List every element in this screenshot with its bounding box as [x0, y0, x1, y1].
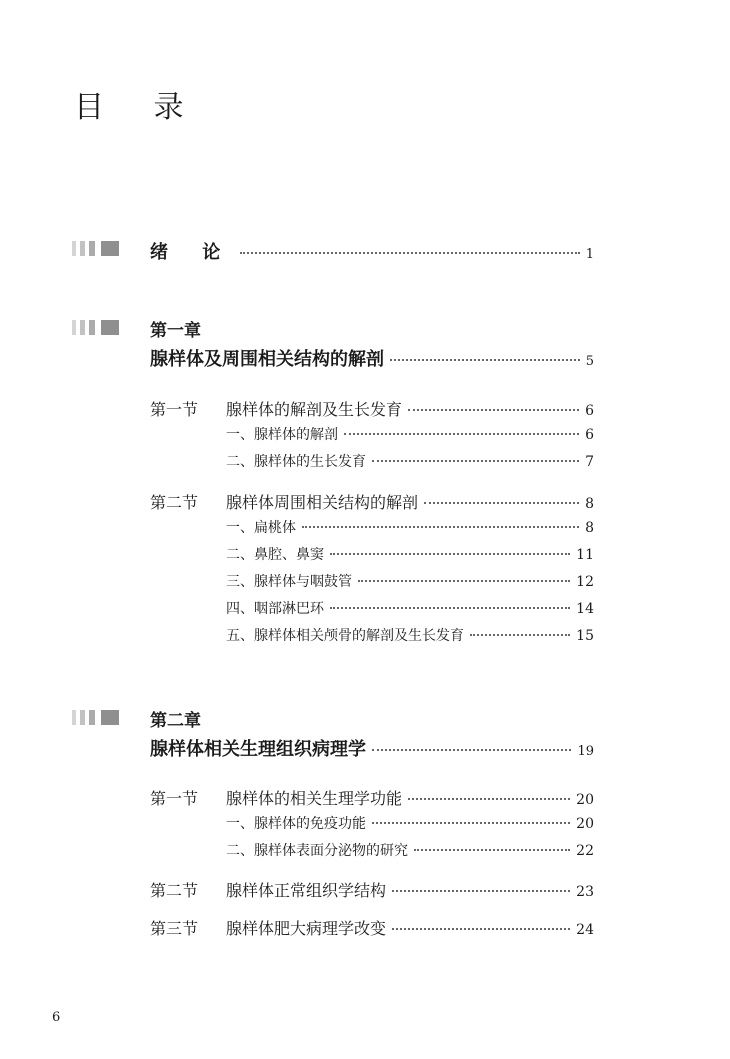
- toc-entry-chapter[interactable]: [150, 345, 594, 371]
- subsection-title: 一、扁桃体: [226, 520, 296, 536]
- subsection-title: 五、腺样体相关颅骨的解剖及生长发育: [226, 628, 464, 644]
- section-title: 腺样体周围相关结构的解剖: [226, 493, 419, 512]
- toc-entry-subsection[interactable]: [226, 813, 594, 833]
- section-title: 腺样体的相关生理学功能: [226, 789, 403, 808]
- toc-page-number: 8: [585, 496, 594, 512]
- toc-entry-subsection[interactable]: [226, 840, 594, 860]
- page-number-footer: 6: [52, 1010, 61, 1025]
- dot-leader: [372, 459, 579, 462]
- dot-leader: [372, 821, 570, 824]
- dot-leader: [372, 748, 571, 751]
- toc-entry-subsection[interactable]: [226, 625, 594, 645]
- section-number: 第二节: [150, 881, 199, 900]
- section-marker-icon: [72, 241, 119, 256]
- dot-leader: [414, 848, 570, 851]
- chapter-title: 腺样体及周围相关结构的解剖: [150, 349, 384, 370]
- toc-entry-chapter[interactable]: [150, 735, 594, 761]
- section-title: 腺样体的解剖及生长发育: [226, 400, 403, 419]
- subsection-title: 四、咽部淋巴环: [226, 601, 324, 617]
- dot-leader: [330, 606, 570, 609]
- toc-entry-subsection[interactable]: [226, 571, 594, 591]
- chapter-title: 腺样体相关生理组织病理学: [150, 739, 366, 760]
- section-title: 腺样体肥大病理学改变: [226, 919, 387, 938]
- section-number: 第一节: [150, 400, 199, 419]
- toc-page-number: 7: [585, 454, 594, 470]
- section-title: 腺样体正常组织学结构: [226, 881, 387, 900]
- dot-leader: [240, 251, 579, 254]
- toc-entry-subsection[interactable]: [226, 598, 594, 618]
- toc-entry-subsection[interactable]: [226, 517, 594, 537]
- toc-page-number: 5: [585, 354, 594, 369]
- toc-entry-label: 绪 论: [150, 242, 235, 263]
- toc-entry-subsection[interactable]: [226, 451, 594, 471]
- toc-entry-section[interactable]: [150, 786, 594, 809]
- toc-page-number: 14: [576, 601, 594, 617]
- toc-page-number: 11: [576, 547, 594, 563]
- subsection-title: 一、腺样体的解剖: [226, 427, 338, 443]
- toc-entry-section[interactable]: [150, 490, 594, 513]
- subsection-title: 一、腺样体的免疫功能: [226, 816, 366, 832]
- toc-entry-section[interactable]: [150, 916, 594, 939]
- dot-leader: [390, 358, 580, 361]
- subsection-title: 二、腺样体的生长发育: [226, 454, 366, 470]
- chapter-marker-icon: [72, 320, 119, 335]
- toc-page-number: 20: [576, 816, 594, 832]
- dot-leader: [302, 525, 579, 528]
- dot-leader: [358, 579, 570, 582]
- section-number: 第三节: [150, 919, 199, 938]
- toc-page-number: 8: [585, 520, 594, 536]
- toc-page-number: 20: [576, 792, 594, 808]
- chapter-label: 第一章: [150, 321, 201, 341]
- toc-page-number: 6: [585, 403, 594, 419]
- section-number: 第一节: [150, 789, 199, 808]
- toc-page-number: 22: [576, 843, 594, 859]
- dot-leader: [424, 501, 579, 504]
- dot-leader: [408, 797, 570, 800]
- dot-leader: [408, 408, 579, 411]
- toc-entry-section[interactable]: [150, 397, 594, 420]
- toc-page-number: 24: [576, 922, 594, 938]
- subsection-title: 三、腺样体与咽鼓管: [226, 574, 352, 590]
- dot-leader: [392, 889, 570, 892]
- toc-page-number: 15: [576, 628, 594, 644]
- section-number: 第二节: [150, 493, 199, 512]
- chapter-marker-icon: [72, 710, 119, 725]
- toc-page-number: 6: [585, 427, 594, 443]
- page-title: 目 录: [74, 90, 204, 125]
- toc-page-number: 12: [576, 574, 594, 590]
- chapter-label: 第二章: [150, 711, 201, 731]
- toc-entry-intro[interactable]: [150, 238, 594, 264]
- toc-page-number: 23: [576, 884, 594, 900]
- subsection-title: 二、鼻腔、鼻窦: [226, 547, 324, 563]
- toc-entry-section[interactable]: [150, 878, 594, 901]
- toc-page-number: 19: [577, 744, 594, 759]
- dot-leader: [392, 927, 570, 930]
- dot-leader: [344, 432, 579, 435]
- dot-leader: [330, 552, 570, 555]
- toc-entry-subsection[interactable]: [226, 424, 594, 444]
- toc-entry-subsection[interactable]: [226, 544, 594, 564]
- subsection-title: 二、腺样体表面分泌物的研究: [226, 843, 408, 859]
- dot-leader: [470, 633, 570, 636]
- toc-page-number: 1: [585, 247, 594, 262]
